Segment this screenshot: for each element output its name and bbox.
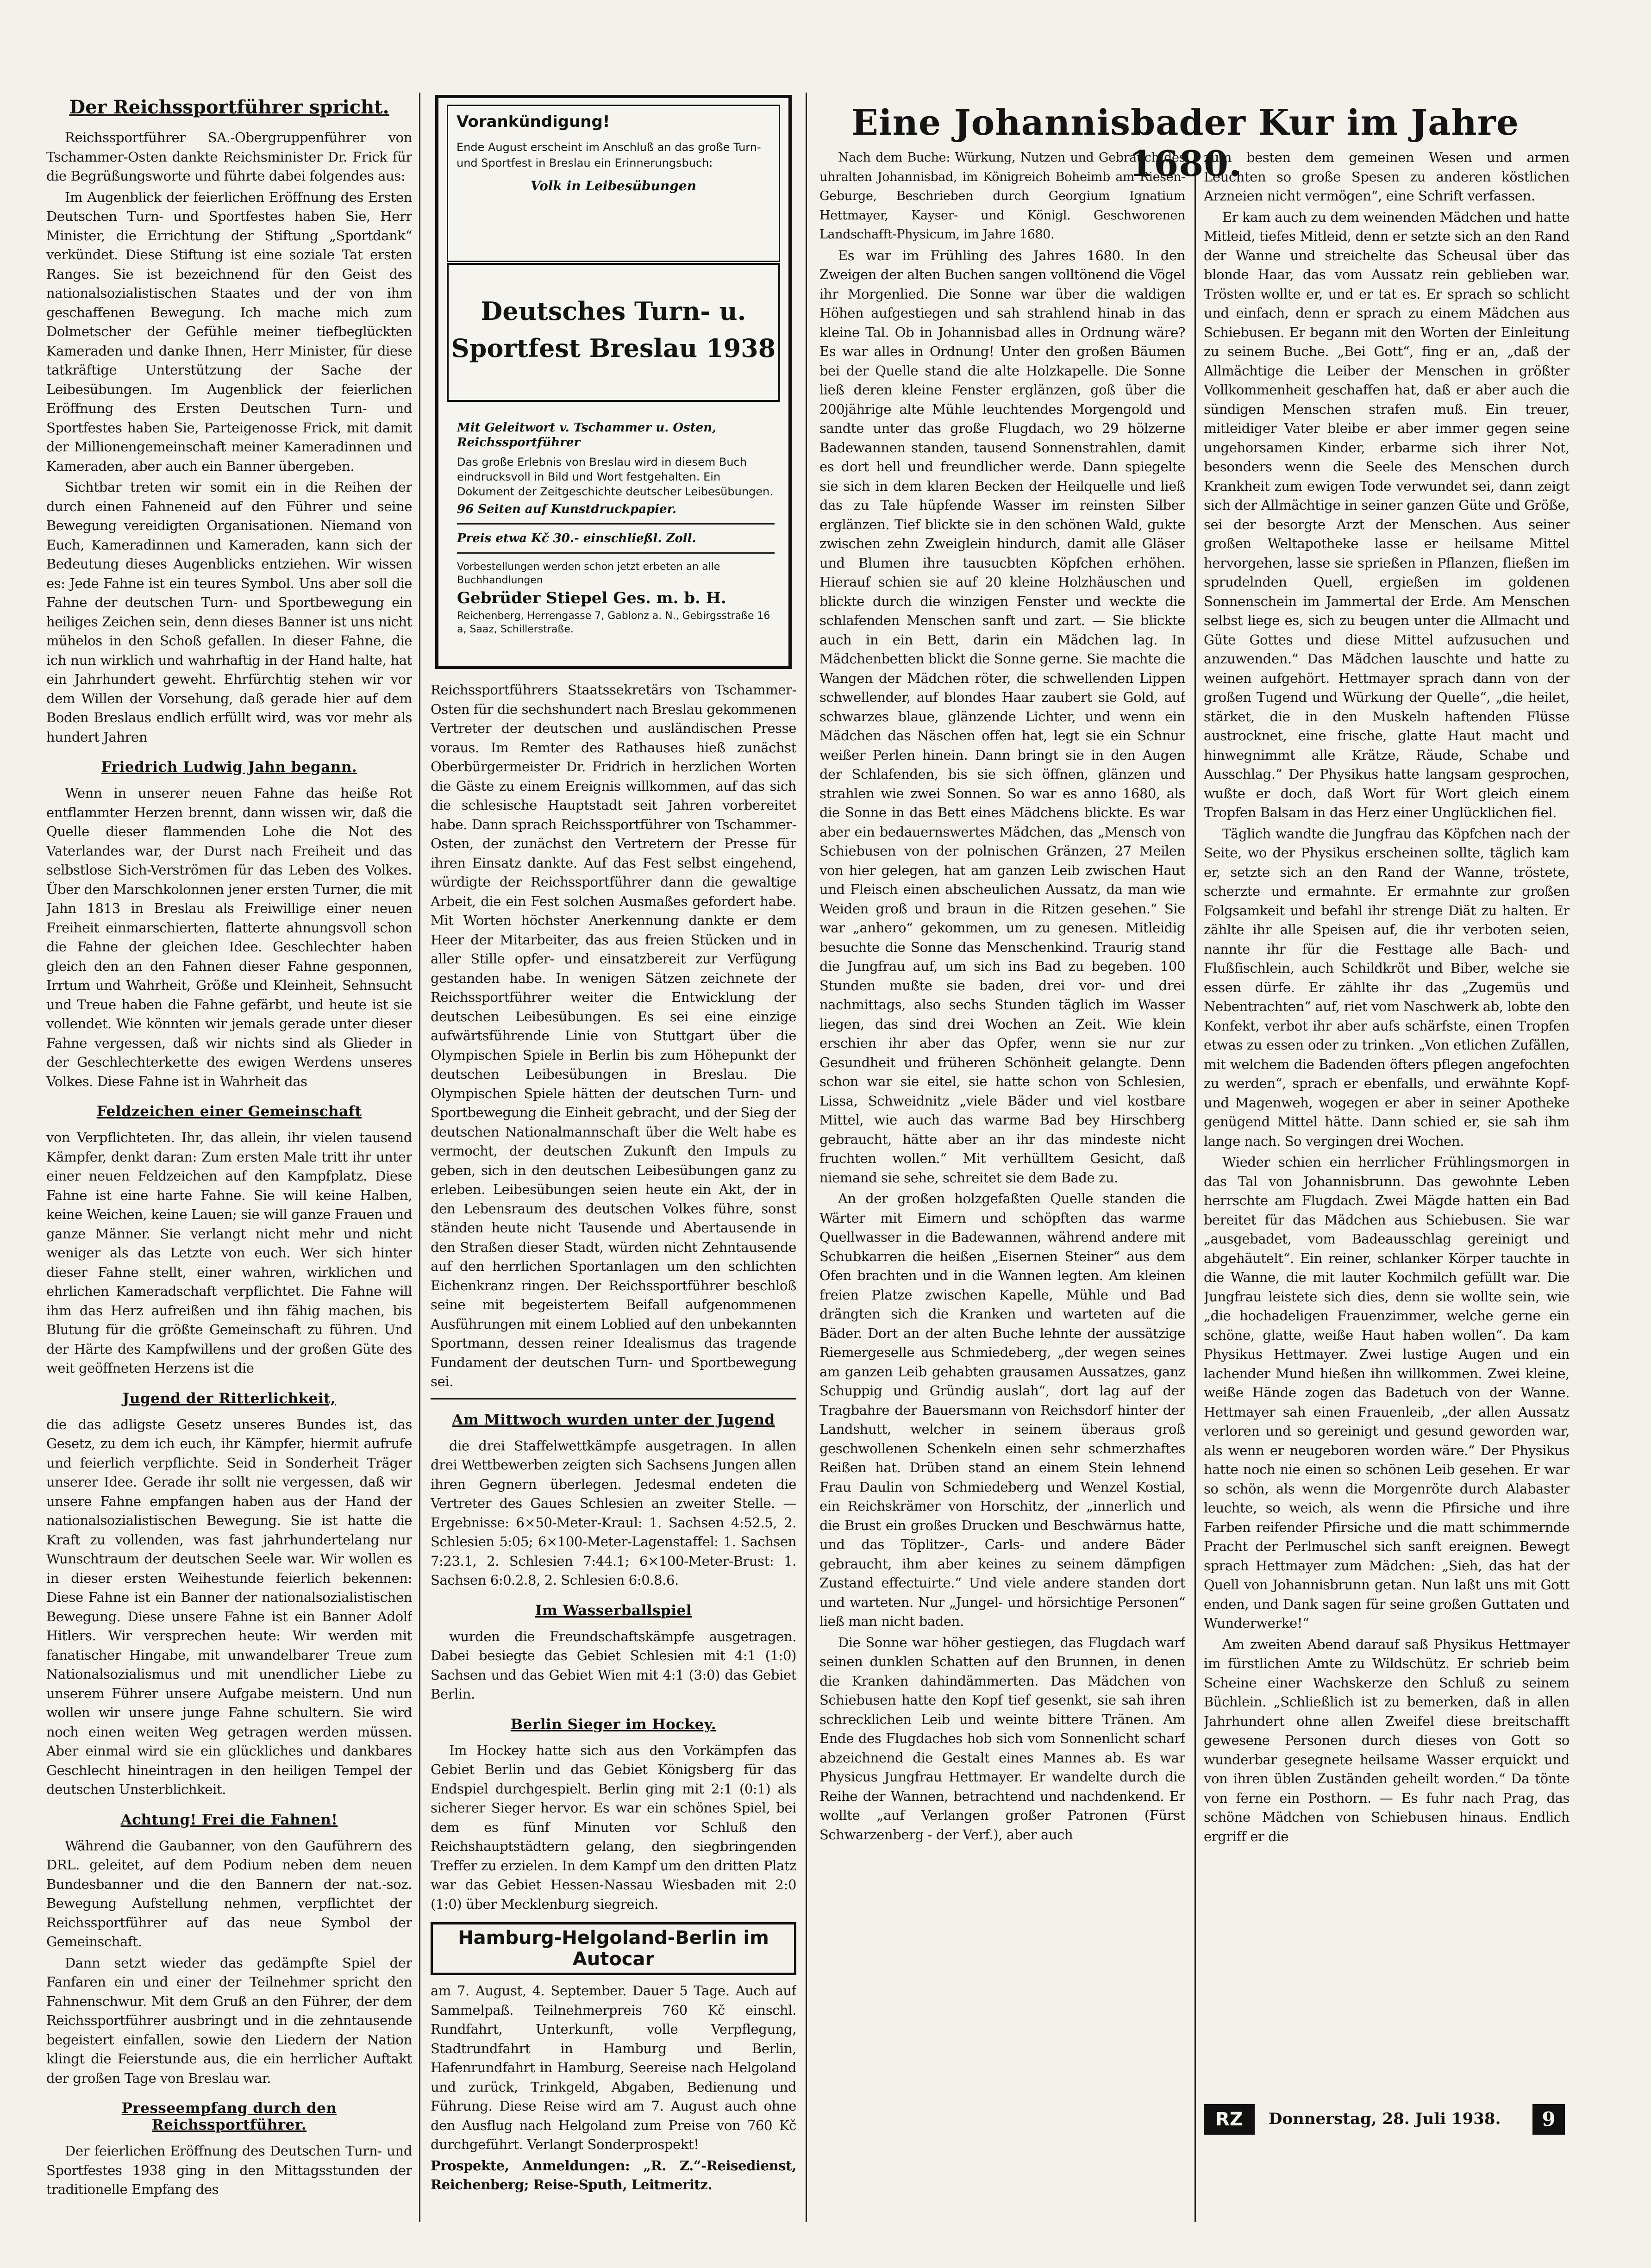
ad-orders: Vorbestellungen werden schon jetzt erbeten an alle Buchhandlungen — [457, 561, 720, 586]
ad-description: Das große Erlebnis von Breslau wird in diesem Buch eindrucksvoll in Bild und Wort festgehalten. Ein Dokument der Zeitgeschichte deutscher Leibesübungen. — [457, 456, 773, 498]
ad-pages: 96 Seiten auf Kunstdruckpapier. — [457, 502, 677, 516]
divider — [457, 552, 775, 554]
subheading-presseempfang: Presseempfang durch den Reichssportführer. — [121, 2100, 337, 2133]
paragraph: Reichssportführer SA.-Obergruppenführer von Tschammer-Osten dankte Reichsminister Dr. Frick für die Begrüßungsworte und führte dabei folgendes aus: — [46, 130, 412, 184]
ad-announcement — [447, 105, 780, 262]
paragraph: Während die Gaubanner, von den Gauführern des DRL. geleitet, auf dem Podium neben dem neuen Bundesbanner und die den Bannern der nat.-soz. Bewegung Aufstellung nehmen, verpflichtet der Reichssportführer auf das neue Symbol der Gemeinschaft. — [46, 1837, 412, 1949]
subheading-jahn: Friedrich Ludwig Jahn begann. — [101, 759, 357, 775]
divider — [431, 1398, 796, 1400]
ad-main-title: Deutsches Turn- u. Sportfest Breslau 1938 — [447, 263, 780, 402]
paragraph: die drei Staffelwettkämpfe ausgetragen. In allen drei Wettbewerben zeigten sich Sachsens Jungen allen ihren Gegnern überlegen. Jedesmal endeten die Vertreter des Gaues Schlesien an zweiter Stelle. — Ergebnisse: 6×50-Meter-Kraul: 1. Sachsen 4:52.5, 2. Schlesien 5:05; 6×100-Meter-Lagenstaffel: 1. Sachsen 7:23.1, 2. Schlesien 7:44.1; 6×100-Meter-Brust: 1. Sachsen 6:0.2.8, 2. Schlesien 6:0.8.6. — [431, 1437, 796, 1588]
subheading-ritterlichkeit: Jugend der Ritterlichkeit, — [122, 1390, 336, 1407]
book-advertisement — [435, 95, 792, 669]
page-footer — [1204, 2104, 1565, 2137]
sport-heading-wasserball: Im Wasserballspiel — [535, 1602, 692, 1619]
ad-price: Preis etwa Kč 30.- einschließl. Zoll. — [457, 531, 696, 545]
paragraph: Die Sonne war höher gestiegen, das Flugdach warf seinen dunklen Schatten auf den Brunnen, in denen die Kranken dahindämmerten. Das Mädchen von Schiebusen hatte den Kopf tief gesenkt, sie sah ihren schrecklichen Leib und weinte bittere Tränen. Am Ende des Flugdaches hob sich vom Sonnenlicht scharf abzeichnend die Gestalt eines Mannes ab. Es war Physicus Jungfrau Hettmayer. Er wandelte durch die Reihe der Wannen, betrachtend und nachdenkend. Er wollte „auf Verlangen großer Patronen (Fürst Schwarzenberg - der Verf.), aber auch — [819, 1634, 1185, 1843]
autocar-ad-text: am 7. August, 4. September. Dauer 5 Tage. Auch auf Sammelpaß. Teilnehmerpreis 760 Kč einschl. Rundfahrt, Unterkunft, volle Verpflegung, Stadtrundfahrt in Hamburg und Berlin, Hafenrundfahrt in Hamburg, Seereise nach Helgoland und zurück, Trinkgeld, Abgaben, Bedienung und Führung. Diese Reise wird am 7. August auch ohne den Ausflug nach Helgoland zum Preise von 760 Kč durchgeführt. Verlangt Sonderprospekt! — [431, 1983, 796, 2152]
column-1 — [46, 93, 412, 2222]
page-number: 9 — [1532, 2104, 1565, 2135]
book-citation: Nach dem Buche: Würkung, Nutzen und Gebrauch des uhralten Johannisbad, im Königreich Boheimb am Riesen-Geburge, Beschrieben durch Georgium Ignatium Hettmayer, Kayser- und Königl. Geschworenen Landschafft-Physicum, im Jahre 1680. — [819, 150, 1185, 242]
divider — [457, 523, 775, 525]
paragraph: zum besten dem gemeinen Wesen und armen Leuchten so große Spesen zu anderen köstlichen Arzneien nicht vermögen“, eine Schrift verfassen. — [1204, 150, 1570, 204]
column-2 — [431, 681, 796, 2222]
paragraph: Täglich wandte die Jungfrau das Köpfchen nach der Seite, wo der Physikus erscheinen sollte, täglich kam er, setzte sich an den Rand der Wanne, tröstete, scherzte und ermahnte. Er ermahnte zur großen Folgsamkeit und befahl ihr strenge Diät zu halten. Er zählte ihr alle Speisen auf, die ihr verboten seien, nannte ihr für die Festtage alle Bach- und Flußfischlein, auch Schildkröt und Biber, welche sie essen dürfe. Er zählte ihr das „Zugemüs und Nebentrachten“ auf, riet vom Naschwerk ab, lobte den Konfekt, verbot ihr aber aufs schärfste, einen Tropfen etwas zu essen oder zu trinken. „Von etlichen Zufällen, mit welchem die Badenden öfters pflegen angefochten zu werden“, sprach er ebenfalls, und erwähnte Kopf- und Magenweh, wogegen er aber in seiner Apotheke genügend Mittel hätte. Dann schied er, sie sah ihm lange nach. So vergingen drei Wochen. — [1204, 825, 1570, 1149]
ad-publisher: Gebrüder Stiepel Ges. m. b. H. — [457, 589, 726, 607]
subheading-fahnen: Achtung! Frei die Fahnen! — [120, 1811, 338, 1828]
paragraph: Sichtbar treten wir somit ein in die Reihen der durch einen Fahneneid auf den Führer und seine Bewegung vereidigten Organisationen. Niemand von Euch, Kameradinnen und Kameraden, kann sich der Bedeutung dieses Augenblicks entziehen. Wir wissen es: Jede Fahne ist ein teures Symbol. Uns aber soll die Fahne der deutschen Turn- und Sportbewegung ein heiliges Zeichen sein, denn dieses Banner ist uns nicht mühelos in den Schoß gefallen. In dieser Fahne, die ich nun wirklich und wahrhaftig in der Hand halte, hat ein Jahrhundert geweht. Ehrfürchtig stehen wir vor dem Willen der Vorsehung, daß gerade hier auf dem Boden Breslaus endlich erfüllt wird, was vor mehr als hundert Jahren — [46, 479, 412, 745]
subheading-feldzeichen: Feldzeichen einer Gemeinschaft — [96, 1103, 362, 1120]
sport-heading-hockey: Berlin Sieger im Hockey. — [510, 1716, 717, 1733]
paragraph: Im Hockey hatte sich aus den Vorkämpfen das Gebiet Berlin und das Gebiet Königsberg für das Endspiel durchgespielt. Berlin ging mit 2:1 (0:1) als sicherer Sieger hervor. Es war ein schönes Spiel, bei dem es fünf Minuten vor Schluß den Reichshauptstädtern gelang, den siegbringenden Treffer zu erzielen. In dem Kampf um den dritten Platz war das Gebiet Hessen-Nassau Wiesbaden mit 2:0 (1:0) über Mecklenburg siegreich. — [431, 1742, 796, 1912]
column-3 — [819, 148, 1185, 2222]
paragraph: Reichssportführers Staatssekretärs von Tschammer-Osten für die sechshundert nach Breslau gekommenen Vertreter der deutschen und ausländischen Presse voraus. Im Remter des Rathauses hieß zunächst Oberbürgermeister Dr. Fridrich in herzlichen Worten die Gäste zu einem Ereignis willkommen, auf das sich die schlesische Hauptstadt seit Jahren vorbereitet habe. Dann sprach Reichssportführer von Tschammer-Osten, der zunächst den Vertretern der Presse für ihren Einsatz dankte. Auf das Fest selbst eingehend, würdigte der Reichssportführer dann die gewaltige Arbeit, die ein Fest solchen Ausmaßes gefordert habe. Mit Worten höchster Anerkennung dankte er dem Heer der Mitarbeiter, das aus freien Stücken und in aller Stille opfer- und einsatzbereit zur Verfügung gestanden habe. In wenigen Sätzen zeichnete der Reichssportführer weiter die Entwicklung der deutschen Leibesübungen. Es sei eine einzige aufwärtsführende Linie von Stuttgart über die Olympischen Spiele in Berlin bis zum Höhepunkt der deutschen Leibesübungen in Breslau. Die Olympischen Spiele hätten der deutschen Turn- und Sportbewegung die Einheit gebracht, und der Sieg der deutschen Nationalmannschaft über die Welt habe es vermocht, der deutschen Zukunft den Impuls zu geben, sich in den deutschen Leibesübungen ganz zu erleben. Leibesübungen seien heute ein Akt, der in den Lebensraum des deutschen Volkes führe, sonst ständen heute nicht Tausende und Abertausende in den Straßen dieser Stadt, würden nicht Zehntausende auf den herrlichen Sportanlagen um den schlichten Eichenkranz ringen. Der Reichssportführer beschloß seine mit begeistertem Beifall aufgenommenen Ausführungen mit einem Loblied auf den unbekannten Sportmann, dessen reiner Idealismus das tragende Fundament der deutschen Turn- und Sportbewegung sei. — [431, 682, 796, 1389]
paragraph: Der feierlichen Eröffnung des Deutschen Turn- und Sportfestes 1938 ging in den Mittagsstunden der traditionelle Empfang des — [46, 2143, 412, 2197]
ad-body — [457, 418, 775, 636]
article-headline-reichssportfuehrer: Der Reichssportführer spricht. — [69, 96, 389, 118]
newspaper-logo: RZ — [1204, 2104, 1255, 2135]
autocar-ad-contact: Prospekte, Anmeldungen: „R. Z.“-Reisedienst, Reichenberg; Reise-Sputh, Leitmeritz. — [431, 2157, 796, 2193]
ad-address: Reichenberg, Herrengasse 7, Gablonz a. N., Gebirgsstraße 16 a, Saaz, Schillerstraße. — [457, 610, 770, 635]
paragraph: An der großen holzgefaßten Quelle standen die Wärter mit Eimern und schöpften das warme Quellwasser in die Badewannen, während andere mit Schubkarren die heißen „Eisernen Steiner“ aus dem Ofen brachten und in die Wannen legten. Am kleinen freien Platze zwischen Kapelle, Mühle und Bad drängten sich die Kranken und warteten auf die Bäder. Dort an der alten Buche lehnte der aussätzige Riemergeselle aus Schmiedeberg, „der wegen seines am ganzen Leib gehabten grausamen Aussatzes, ganz Schuppig und Gründig auslah“, dort lag auf der Tragbahre der Bauersmann von Reichsdorf hinter der Landshutt, welcher in seinem überaus groß geschwollenen Schenkeln einen sehr schmerzhaftes Reißen hat. Drüben stand an einem Stein lehnend Frau Daulin von Schmiedeberg und Wenzel Kostial, ein Reichskrämer von Horschitz, der „innerlich und die Brust ein großes Drucken und Beschwärnus hatte, und das Töplitzer-, Carls- und andere Bäder gebraucht, ihm aber keines zu seinem dämpfigen Zustand effectuirte.“ Und viele andere standen dort und warteten. Nur „Jungel- und hörsichtige Personen“ ließ man nicht baden. — [819, 1191, 1185, 1629]
sport-heading-jugend: Am Mittwoch wurden unter der Jugend — [452, 1411, 775, 1428]
column-divider — [419, 93, 420, 2222]
paragraph: die das adligste Gesetz unseres Bundes ist, das Gesetz, zu dem ich euch, ihr Kämpfer, hiermit aufrufe und feierlich verpflichte. Seid in Sonderheit Träger unserer Idee. Gerade ihr sollt nie vergessen, daß wir unsere Fahne empfangen haben aus der Hand der nationalsozialistischen Bewegung. Sie ist hatte die Kraft zu vollenden, was fast jahrhundertelang nur Wunschtraum der deutschen Seele war. Wir wollen es in dieser ersten Weihestunde feierlich bekennen: Diese Fahne ist ein Banner der nationalsozialistischen Bewegung. Diese unsere Fahne ist ein Banner Adolf Hitlers. Wir versprechen heute: Wir werden mit fanatischer Hingabe, mit unwandelbarer Treue zum Nationalsozialismus und mit unendlicher Liebe zu unserem Führer unsere Aufgabe meistern. Und nun wollen wir unsere junge Fahne schultern. Sie wird noch einen weiten Weg getragen werden müssen. Aber einmal wird sie ein glückliches und dankbares Geschlecht hineintragen in den heiligen Tempel der deutschen Unsterblichkeit. — [46, 1416, 412, 1797]
ad-foreword: Mit Geleitwort v. Tschammer u. Osten, Reichssportführer — [457, 421, 717, 450]
paragraph: Am zweiten Abend darauf saß Physikus Hettmayer im fürstlichen Amte zu Wildschütz. Er schrieb beim Scheine einer Wachskerze den Schluß zu seinem Büchlein. „Schließlich ist zu bemerken, daß in allen Jahrhundert ohne allen Zweifel diese breitschafft gewesene Personen durch dieses von Gott so wunderbar gesegnete heilsame Wasser erquickt und von ihren üblen Zuständen geheilt worden.“ Da tönte von ferne ein Posthorn. — Es fuhr nach Prag, das schöne Mädchen von Schiebusen hinaus. Endlich ergriff er die — [1204, 1636, 1570, 1844]
column-4 — [1204, 148, 1570, 2097]
ad-book-title: Volk in Leibesübungen — [530, 178, 697, 194]
main-headline: Eine Johannisbader Kur im Jahre 1680. — [851, 102, 1520, 184]
paragraph: Er kam auch zu dem weinenden Mädchen und hatte Mitleid, tiefes Mitleid, denn er setzte sich an den Rand der Wanne und streichelte das Scheusal über das blonde Haar, das vom Aussatz rein geblieben war. Trösten wollte er, und er tat es. Er sprach so schlicht und einfach, denn er sprach zu einem Mädchen aus Schiebusen. Er begann mit den Worten der Einleitung zu seinem Buche. „Bei Gott“, fing er an, „daß der Allmächtige die Leiber der Menschen in größter Vollkommenheit geschaffen hat, daß er aber auch die sündigen Menschen strafen muß. Ein treuer, mitleidiger Vater bleibe er aber immer gegen seine ungehorsamen Kinder, erbarme sich ihrer Not, besonders wenn die Seele des Menschen durch Krankheit zum ewigen Tode verwundet sei, dann zeigt sich der Allmächtige in seiner ganzen Güte und Größe, sei der besorgte Arzt der Menschen. Aus seiner großen Weltapotheke lasse er heilsame Mittel hervorgehen, lasse sie sprießen in Pflanzen, fließen im sprudelnden Quell, ergießen im goldenen Sonnenschein im Jammertal der Erde. Am Menschen selbst liege es, sich zu beugen unter die Allmacht und Güte Gottes und diese Mittel aufzusuchen und anzuwenden.“ Das Mädchen lauschte und hatte zu weinen aufgehört. Hettmayer sprach dann von der großen Tugend und Würkung der Quelle“, „die heilet, stärket, die in den Muskeln haftenden Flüsse austrocknet, eine frische, glatte Haut macht und hinwegnimmt alle Krätze, Räude, Schabe und Ausschlag.“ Der Physikus hatte langsam gesprochen, wußte er doch, daß Wort für Wort gleich einem Tropfen Balsam in das Herz einer Unglücklichen fiel. — [1204, 209, 1570, 820]
paragraph: Es war im Frühling des Jahres 1680. In den Zweigen der alten Buchen sangen volltönend die Vögel ihr Morgenlied. Die Sonne war über die waldigen Höhen aufgestiegen und sah strahlend hinab in das kleine Tal. Ob in Johannisbad alles in Ordnung wäre? Es war alles in Ordnung! Unter den großen Bäumen bei der Quelle stand die alte Holzkapelle. Die Sonne ließ deren kleine Fenster erglänzen, goß über die 200jährige alte Mühle leuchtendes Morgengold und sandte unter das große Flugdach, wo 29 hölzerne Badewannen standen, tausend Sonnenstrahlen, damit es dort hell und freundlicher werde. Dann spiegelte sie sich in dem klaren Becken der Heilquelle und ließ das zu Tale hüpfende Wasser im reinsten Silber erglänzen. Tief blickte sie in den schönen Wald, gukte zwischen zehn Zweiglein hindurch, damit alle Gläser und Blumen ihre tausucbten Köpfchen erhöhen. Hierauf schien sie auf 20 kleine Holzhäuschen und blickte durch die winzigen Fenster und weckte die schlafenden Menschen sanft und zart. — Sie blickte auch in ein Bett, darin ein Mädchen lag. In Mädchenbetten blickt die Sonne gerne. Sie machte die Wangen der Mädchen röter, die schwellenden Lippen schwellender, auf blondes Haar zaubert sie Gold, auf schwarzes blaue, glänzende Lichter, und wenn ein Mädchen das Näschen offen hat, legt sie ein Schnur weißer Perlen hinein. Dann bringt sie in den Augen der Schlafenden, bis sie sich öffnen, glänzen und strahlen wie zwei Sonnen. So war es anno 1680, als die Sonne in das Bett eines Mädchens blickte. Es war aber ein bedauernswertes Mädchen, das „Mensch von Schiebusen von der polnischen Gränzen, 27 Meilen von hier gelegen, hat am ganzen Leib zwischen Haut und Fleisch einen abscheulichen Aussatz, da man wie Weiden groß und braun in die Ritzen gesehen.“ Sie war „anhero“ gekommen, um zu genesen. Mitleidig besuchte die Sonne das Menschenkind. Traurig stand die Jungfrau auf, um sich ins Bad zu begeben. 100 Stunden mußte sie baden, drei vor- und drei nachmittags, also sechs Stunden täglich im Wasser liegen, das sind drei Wochen an Zeit. Wie klein erschien ihr aber das Opfer, wenn sie nur zur Gesundheit und früheren Schönheit gelangte. Denn schon war sie eitel, sie hatte schon von Schlesien, Lissa, Schweidnitz „viele Bäder und viel kostbare Mittel, wie auch das warme Bad bey Hirschberg gebraucht, hätte aber an ihr das mindeste nicht fruchten wollen.“ Mit verhülltem Gesicht, daß niemand sie sehe, schreitet sie dem Bade zu. — [819, 247, 1185, 1186]
column-divider — [806, 93, 807, 2222]
paragraph: wurden die Freundschaftskämpfe ausgetragen. Dabei besiegte das Gebiet Schlesien mit 4:1 (1:0) Sachsen und das Gebiet Wien mit 4:1 (3:0) das Gebiet Berlin. — [431, 1628, 796, 1702]
column-divider — [1194, 153, 1196, 2222]
paragraph: von Verpflichteten. Ihr, das allein, ihr vielen tausend Kämpfer, denkt daran: Zum ersten Male tritt ihr unter einer neuen Feldzeichen auf den Kampfplatz. Diese Fahne ist eine harte Fahne. Sie will keine Halben, keine Weichen, keine Lauen; sie will ganze Frauen und ganze Männer. Sie verlangt nicht mehr und nicht weniger als das Letzte von euch. Wer sich hinter dieser Fahne stellt, einer wahren, wirklichen und ehrlichen Kameradschaft verpflichtet. Die Fahne will ihm das Herz aufreißen und ihn fähig machen, bis Blutung für die größte Gemeinschaft zu führen. Und der Härte des Kampfwillens und der großen Güte des weit geöffneten Herzens ist die — [46, 1130, 412, 1376]
issue-date: Donnerstag, 28. Juli 1938. — [1269, 2110, 1501, 2128]
paragraph: Dann setzt wieder das gedämpfte Spiel der Fanfaren ein und einer der Teilnehmer spricht den Fahnenschwur. Mit dem Gruß an den Führer, der dem Reichssportführer ausbringt und in die zehntausende begeistert einfallen, sowie den Liedern der Nation klingt die Feierstunde aus, die ein herrlicher Auftakt der großen Tage von Breslau war. — [46, 1955, 412, 2086]
autocar-ad-heading: Hamburg-Helgoland-Berlin im Autocar — [431, 1922, 796, 1975]
paragraph: Wieder schien ein herrlicher Frühlingsmorgen in das Tal von Johannisbrunn. Das gewohnte Leben herrschte am Flugdach. Zwei Mägde hatten ein Bad bereitet für das Mädchen aus Schiebusen. Sie war „ausgebadet, vom Badeausschlag gereinigt und abgehäutelt“. Ein reiner, schlanker Körper tauchte in die Wanne, die mit lauter Kochmilch gefüllt war. Die Jungfrau leistete sich dies, denn sie wollte sein, wie „die hochadeligen Frauenzimmer, welche gerne ein schöne, glatte, weiße Haut haben wollen“. Da kam Physikus Hettmayer. Zwei lustige Augen und ein lachender Mund hießen ihn willkommen. Zwei kleine, weiße Hände zogen das Badetuch von der Wanne. Hettmayer sah einen Frauenleib, „der allen Aussatz verloren und so gereinigt und gesund geworden war, als wenn er neugeboren worden wäre.“ Der Physikus hatte noch nie einen so schönen Leib gesehen. Er war so schön, als wenn die Morgenröte durch Alabaster leuchte, so weich, als wenn die Pfirsiche und ihre Farben reifender Pfirsiche und die matt schimmernde Pracht der Perlmuschel sich sanft ereignen. Bewegt sprach Hettmayer zum Mädchen: „Sieh, das hat der Quell von Johannisbrunn getan. Nun laßt uns mit Gott enden, und Dank sagen für seine großen Guttaten und Wunderwerke!“ — [1204, 1154, 1570, 1631]
ad-announcement-heading: Vorankündigung! — [457, 112, 610, 131]
paragraph: Wenn in unserer neuen Fahne das heiße Rot entflammter Herzen brennt, dann wissen wir, daß die Quelle dieser flammenden Lohe die Not des Vaterlandes war, der Durst nach Freiheit und das selbstlose Sich-Verströmen für das Leben des Volkes. Über den Marschkolonnen jener ersten Turner, die mit Jahn 1813 in Breslau als Freiwillige einer neuen Freiheit einmarschierten, flatterte ahnungsvoll schon die Fahne der gleichen Idee. Geschlechter haben gleich den an den Fahnen dieser Fahne gesponnen, Irrtum und Wahrheit, Größe und Kleinheit, Sehnsucht und Treue haben die Fahne gefärbt, und heute ist sie vollendet. Wie könnten wir jemals gerade unter dieser Fahne vergessen, daß wir nichts sind als Glieder in der Geschlechterkette des ewigen Werdens unseres Volkes. Diese Fahne ist in Wahrheit das — [46, 785, 412, 1089]
ad-announcement-text: Ende August erscheint im Anschluß an das große Turn- und Sportfest in Breslau ein Erinnerungsbuch: — [457, 141, 761, 169]
paragraph: Im Augenblick der feierlichen Eröffnung des Ersten Deutschen Turn- und Sportfestes haben Sie, Herr Minister, die Errichtung der Stiftung „Sportdank“ verkündet. Diese Stiftung ist eine soziale Tat ersten Ranges. Sie ist bezeichnend für den Geist des nationalsozialistischen Staates und der von ihm geschaffenen Bewegung. Ich mache mich zum Dolmetscher der Gefühle meiner tiefbeglückten Kameraden und danke Ihnen, Herr Minister, für diese tatkräftige Unterstützung der Sache der Leibesübungen. Im Augenblick der feierlichen Eröffnung des Ersten Deutschen Turn- und Sportfestes haben Sie, Parteigenosse Frick, mit damit der Millionengemeinschaft meiner Kameradinnen und Kameraden, aber auch ein Banner übergeben. — [46, 189, 412, 474]
